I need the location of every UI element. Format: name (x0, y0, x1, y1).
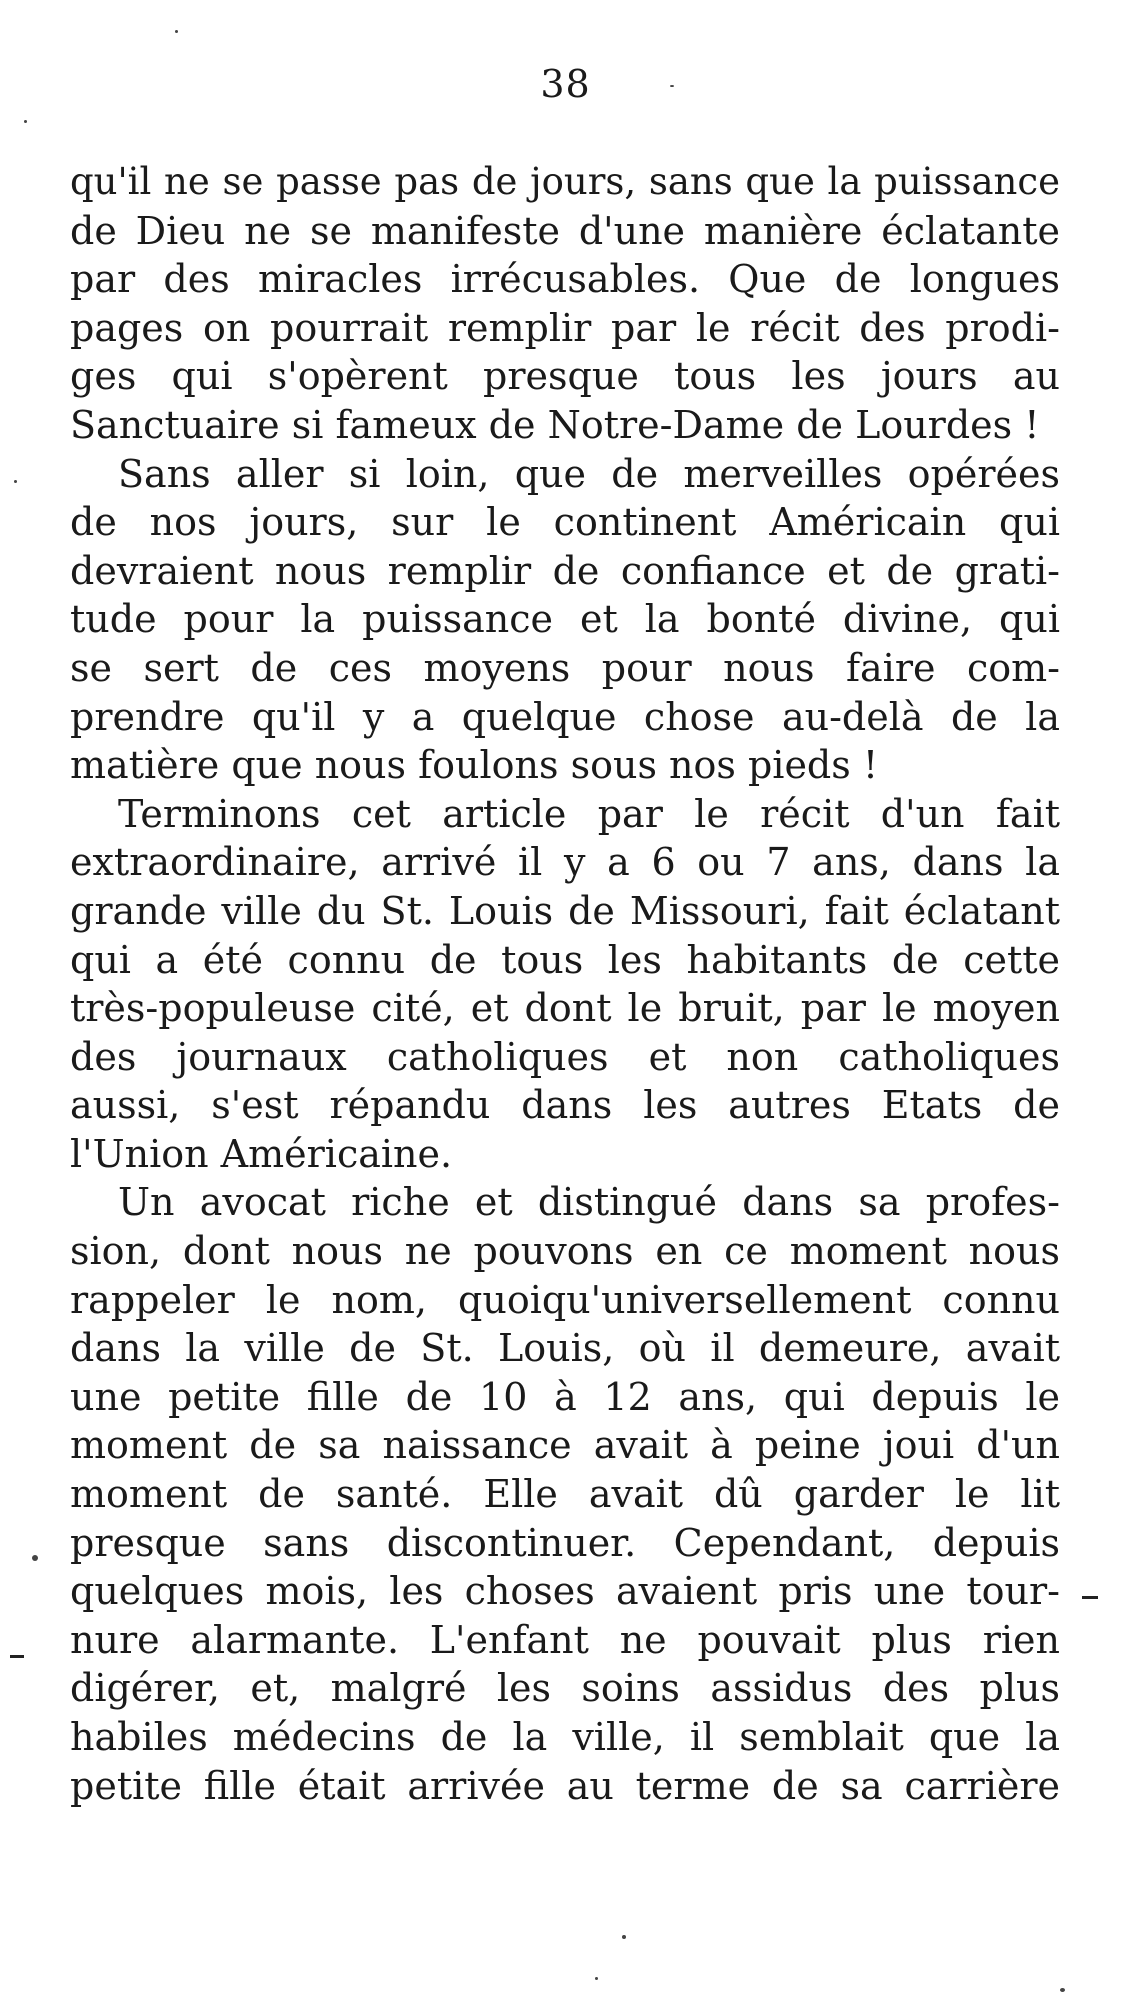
text-line: des journaux catholiques et non catholiques (70, 1034, 1060, 1079)
text-line: moment de santé. Elle avait dû garder le lit (70, 1472, 1060, 1517)
text-line: de Dieu ne se manifeste d'une manière éclatante (70, 208, 1060, 253)
text-line: Sans aller si loin, que de merveilles opérées (118, 451, 1060, 496)
text-line: qu'il ne se passe pas de jours, sans que la puissance (70, 160, 1060, 203)
scan-speck (1060, 1988, 1065, 1992)
text-line: de nos jours, sur le continent Américain qui (70, 500, 1060, 545)
body-text (70, 158, 1060, 1810)
text-line: une petite fille de 10 à 12 ans, qui depuis le (70, 1374, 1060, 1419)
text-line: se sert de ces moyens pour nous faire com- (70, 645, 1060, 690)
margin-dash (1082, 1596, 1098, 1599)
scan-speck (670, 85, 674, 87)
text-line: moment de sa naissance avait à peine joui d'un (70, 1423, 1060, 1468)
page-number: 38 (540, 62, 591, 106)
scan-speck (595, 1977, 598, 1980)
text-line: prendre qu'il y a quelque chose au-delà de la (70, 694, 1060, 739)
text-line: qui a été connu de tous les habitants de cette (70, 937, 1060, 982)
text-line: Terminons cet article par le récit d'un fait (118, 791, 1060, 836)
text-line: dans la ville de St. Louis, où il demeure, avait (70, 1326, 1060, 1371)
text-line: Un avocat riche et distingué dans sa profes- (118, 1180, 1060, 1225)
scan-speck (175, 30, 178, 33)
scan-speck (32, 1555, 38, 1561)
text-line: rappeler le nom, quoiqu'universellement connu (70, 1277, 1060, 1322)
scan-speck (14, 480, 17, 483)
text-line: habiles médecins de la ville, il semblait que la (70, 1715, 1060, 1759)
text-line: petite fille était arrivée au terme de sa carrière (70, 1763, 1060, 1808)
margin-dash (10, 1655, 24, 1658)
text-line: l'Union Américaine. (70, 1131, 453, 1176)
text-line: aussi, s'est répandu dans les autres Etats de (70, 1083, 1060, 1128)
text-line: très-populeuse cité, et dont le bruit, par le moyen (70, 986, 1060, 1031)
text-line: ges qui s'opèrent presque tous les jours au (70, 354, 1060, 399)
text-line: extraordinaire, arrivé il y a 6 ou 7 ans, dans la (70, 840, 1060, 885)
text-line: nure alarmante. L'enfant ne pouvait plus rien (70, 1617, 1060, 1662)
scan-speck (24, 120, 27, 123)
text-line: Sanctuaire si fameux de Notre-Dame de Lourdes ! (70, 402, 1040, 447)
text-line: digérer, et, malgré les soins assidus des plus (70, 1666, 1060, 1711)
text-line: grande ville du St. Louis de Missouri, fait éclatant (70, 888, 1060, 933)
text-line: par des miracles irrécusables. Que de longues (70, 257, 1060, 302)
text-line: sion, dont nous ne pouvons en ce moment nous (70, 1229, 1060, 1274)
text-line: quelques mois, les choses avaient pris une tour- (70, 1569, 1060, 1614)
scan-speck (622, 1935, 626, 1939)
text-line: matière que nous foulons sous nos pieds ! (70, 743, 879, 788)
text-line: tude pour la puissance et la bonté divine, qui (70, 597, 1060, 642)
text-line: pages on pourrait remplir par le récit des prodi- (70, 305, 1060, 350)
text-line: devraient nous remplir de confiance et de grati- (70, 548, 1060, 593)
text-line: presque sans discontinuer. Cependant, depuis (70, 1520, 1060, 1565)
